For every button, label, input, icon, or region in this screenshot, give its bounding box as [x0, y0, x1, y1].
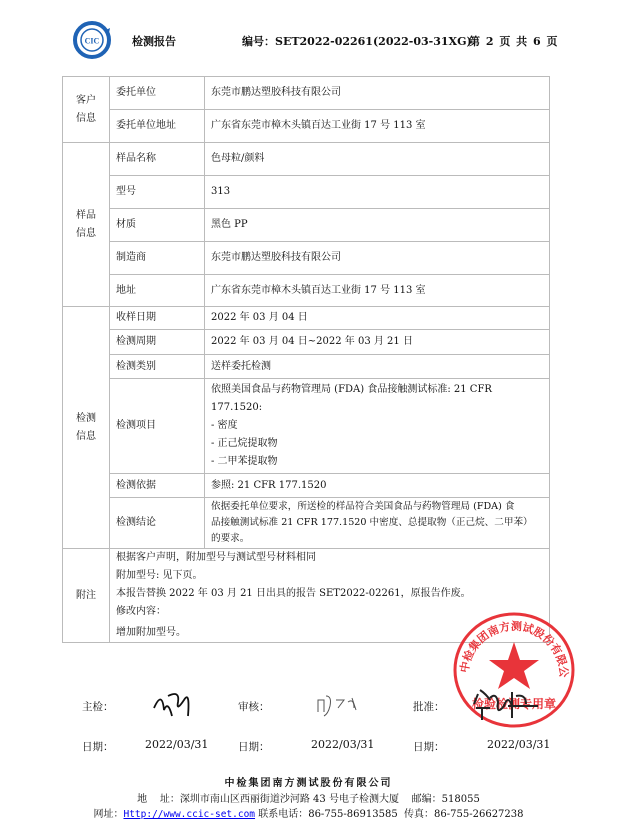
table-row — [63, 77, 550, 110]
field-value: 广东省东莞市樟木头镇百达工业街 17 号 113 室 — [205, 110, 550, 143]
table-row — [63, 498, 550, 549]
field-label: 样品名称 — [110, 143, 205, 176]
stamp-outer-text: 中检集团南方测试股份有限公 — [457, 619, 571, 678]
field-label: 检测依据 — [110, 474, 205, 498]
table-row — [63, 242, 550, 275]
field-value: 2022 年 03 月 04 日 — [205, 307, 550, 330]
star-icon — [489, 642, 539, 689]
logo-text: CIC — [84, 36, 100, 46]
notes-content: 根据客户声明，附加型号与测试型号材料相同 附加型号: 见下页。 本报告替换 2022 年 03 月 21 日出具的报告 SET2022-02261，原报告作废。 修改内容： 增加附加型号。 — [110, 549, 550, 643]
field-label: 委托单位地址 — [110, 110, 205, 143]
contact-info: 联系电话：86-755-86913585 传真：86-755-26627238 — [255, 809, 524, 820]
group-test: 检测 信息 — [63, 307, 110, 549]
field-label: 检测类别 — [110, 355, 205, 379]
field-value: 黑色 PP — [205, 209, 550, 242]
table-row — [63, 355, 550, 379]
field-label: 检测项目 — [110, 379, 205, 474]
table-row — [63, 330, 550, 355]
field-value: 依据委托单位要求，所送检的样品符合美国食品与药物管理局 (FDA) 食 品接触测试标准 21 CFR 177.1520 中密度、总提取物（正己烷、二甲苯） 的要求。 — [205, 498, 550, 549]
table-row — [63, 176, 550, 209]
stamp-inner-text: 检验检测专用章 — [471, 697, 557, 711]
inspector-signature — [150, 688, 200, 724]
field-value: 2022 年 03 月 04 日~2022 年 03 月 21 日 — [205, 330, 550, 355]
field-value: 东莞市鹏达塑胶科技有限公司 — [205, 242, 550, 275]
web-label: 网址： — [93, 809, 124, 820]
field-label: 制造商 — [110, 242, 205, 275]
table-row — [63, 474, 550, 498]
field-label: 委托单位 — [110, 77, 205, 110]
field-label: 收样日期 — [110, 307, 205, 330]
table-row — [63, 379, 550, 474]
field-value: 参照: 21 CFR 177.1520 — [205, 474, 550, 498]
reviewer-signature — [314, 688, 364, 722]
table-row — [63, 110, 550, 143]
group-sample: 样品 信息 — [63, 143, 110, 307]
table-row — [63, 307, 550, 330]
field-label: 材质 — [110, 209, 205, 242]
footer-address: 地 址：深圳市南山区西丽街道沙河路 43 号电子检测大厦 邮编：518055 — [137, 794, 480, 805]
website-link[interactable]: Http://www.ccic-set.com — [123, 809, 256, 820]
page-indicator: 第 2 页 共 6 页 — [469, 35, 558, 48]
field-value: 送样委托检测 — [205, 355, 550, 379]
date-label: 日期： — [413, 741, 445, 753]
date-label: 日期： — [82, 741, 114, 753]
inspector-date: 2022/03/31 — [145, 738, 209, 751]
inspector-label: 主检： — [82, 701, 114, 713]
field-value: 色母粒/颜料 — [205, 143, 550, 176]
approver-date: 2022/03/31 — [487, 738, 551, 751]
table-row — [63, 143, 550, 176]
field-label: 地址 — [110, 275, 205, 307]
date-label: 日期： — [238, 741, 270, 753]
cic-logo — [72, 20, 112, 60]
approver-label: 批准： — [413, 701, 445, 713]
approver-signature — [472, 684, 542, 726]
footer-contact-line — [0, 805, 617, 820]
table-row — [63, 275, 550, 307]
field-label: 型号 — [110, 176, 205, 209]
field-value: 313 — [205, 176, 550, 209]
footer-company: 中检集团南方测试股份有限公司 — [224, 778, 393, 789]
field-value: 依照美国食品与药物管理局 (FDA) 食品接触测试标准: 21 CFR 177.1520: - 密度 - 正己烷提取物 - 二甲苯提取物 — [205, 379, 550, 474]
field-value: 广东省东莞市樟木头镇百达工业街 17 号 113 室 — [205, 275, 550, 307]
field-label: 检测周期 — [110, 330, 205, 355]
reviewer-label: 审核： — [238, 701, 270, 713]
field-value: 东莞市鹏达塑胶科技有限公司 — [205, 77, 550, 110]
table-row — [63, 209, 550, 242]
field-label: 检测结论 — [110, 498, 205, 549]
group-customer: 客户 信息 — [63, 77, 110, 143]
reviewer-date: 2022/03/31 — [311, 738, 375, 751]
report-number: 编号：SET2022-02261(2022-03-31XG) — [242, 35, 472, 48]
report-title: 检测报告 — [132, 35, 176, 48]
report-info-table — [62, 76, 550, 643]
group-notes: 附注 — [63, 549, 110, 643]
